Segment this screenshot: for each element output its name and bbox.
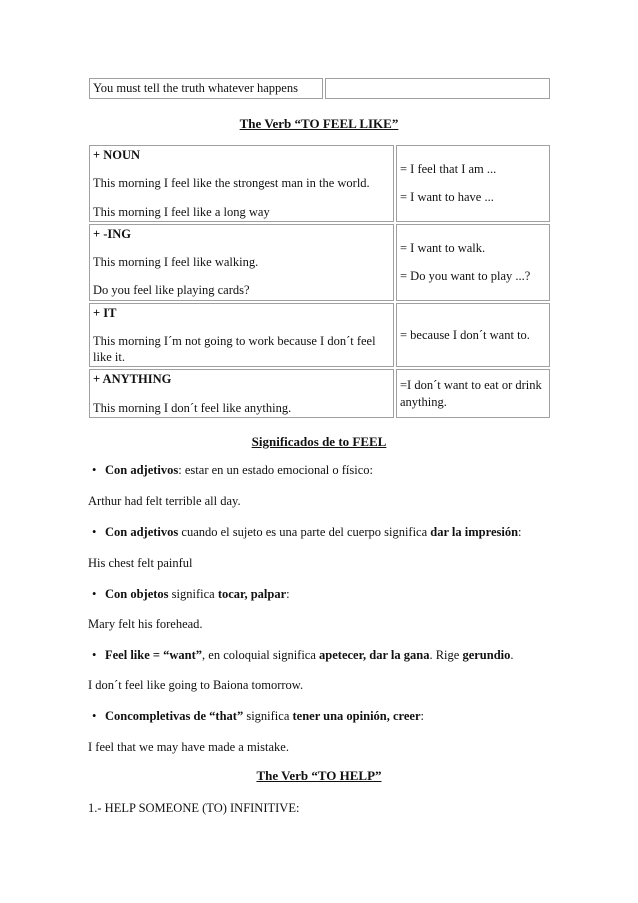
row-example: This morning I feel like walking. xyxy=(93,255,259,269)
table-row xyxy=(89,145,550,222)
row-head: + NOUN xyxy=(93,148,141,162)
example-sentence: I feel that we may have made a mistake. xyxy=(88,740,289,754)
help-title: The Verb “TO HELP” xyxy=(256,768,382,783)
row-meaning: = I want to walk. xyxy=(400,240,486,255)
feel-meanings-title: Significados de to FEEL xyxy=(251,434,387,449)
bullet-icon: • xyxy=(92,587,97,601)
bullet-icon: • xyxy=(92,709,97,723)
example-sentence: Mary felt his forehead. xyxy=(88,617,203,631)
row-example: This morning I feel like a long way xyxy=(93,204,270,219)
row-meaning: = I feel that I am ... xyxy=(400,162,497,177)
row-example: Do you feel like playing cards? xyxy=(93,283,250,298)
bullet-icon: • xyxy=(92,525,97,539)
row-example: This morning I´m not going to work because I don´t feel like it. xyxy=(93,333,376,364)
row-meaning: =I don´t want to eat or drink anything. xyxy=(400,378,542,409)
row-meaning: = because I don´t want to. xyxy=(400,327,530,342)
top-table-cell-2 xyxy=(325,78,550,99)
feel-like-title: The Verb “TO FEEL LIKE” xyxy=(239,116,399,131)
row-example: This morning I don´t feel like anything. xyxy=(93,400,292,415)
table-row xyxy=(89,303,550,368)
example-sentence: Arthur had felt terrible all day. xyxy=(88,494,241,508)
row-head: + -ING xyxy=(93,226,132,241)
example-sentence: I don´t feel like going to Baiona tomorrow. xyxy=(88,678,304,692)
help-line: 1.- HELP SOMEONE (TO) INFINITIVE: xyxy=(88,801,300,815)
row-meaning: = Do you want to play ...? xyxy=(400,269,531,284)
table-row xyxy=(89,369,550,418)
bullet-icon: • xyxy=(92,648,97,662)
row-meaning: = I want to have ... xyxy=(400,190,494,205)
top-table xyxy=(87,76,552,101)
feel-like-table xyxy=(87,143,552,420)
document-page: You must tell the truth whatever happens The Verb “TO FEEL LIKE” + NOUN This morning I feel like the strongest man in the world. This morning I feel like a long way = I feel that I am ... = I want to have ... + -ING This morning I feel like walking. Do you feel like playing cards? = I want to walk. = Do you want to play ...? + IT This morning I´m not going to work because I don´t feel like it. = because I don´t want to. + ANYTHING This morning I don´t feel like anything. =I don´t want to eat or drink anything. Significados de to FEEL • Con adjetivos: estar en un estado emocional o físico: Arthur had felt terrible all day. • Con adjetivos cuando el sujeto es una parte del cuerpo significa dar la impresión: His chest felt painful • Con objetos significa tocar, palpar: Mary felt his forehead. • Feel like = “want”, en coloquial significa apetecer, dar la gana. Rige gerundio. I don´t feel like going to Baiona tomorrow. • Concompletivas de “that” significa tener una opinión, creer: I feel that we may have made a mistake. The Verb “TO HELP” 1.- HELP SOMEONE (TO) INFINITIVE: xyxy=(0,0,638,903)
row-head: + IT xyxy=(93,305,117,320)
bullet-icon: • xyxy=(92,463,97,477)
table-row xyxy=(89,224,550,301)
top-table-cell-1: You must tell the truth whatever happens xyxy=(89,78,323,99)
row-example: This morning I feel like the strongest man in the world. xyxy=(93,176,370,191)
row-head: + ANYTHING xyxy=(93,372,172,387)
example-sentence: His chest felt painful xyxy=(88,556,193,570)
